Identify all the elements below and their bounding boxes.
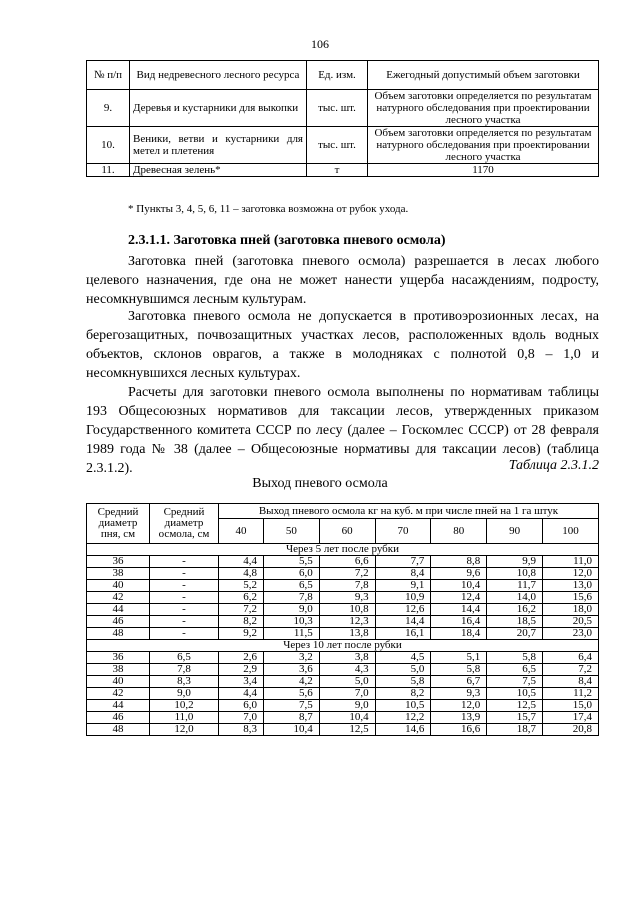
table-label: Таблица 2.3.1.2 — [508, 458, 599, 473]
cell-yield: 14,6 — [375, 724, 431, 736]
cell-yield: 3,2 — [263, 652, 319, 664]
row-resource: Веники, ветви и кустарники для метел и плетения — [130, 127, 307, 164]
table-row — [87, 664, 599, 676]
cell-yield: 11,5 — [263, 628, 319, 640]
cell-yield: 12,3 — [319, 616, 375, 628]
cell-yield: 9,0 — [263, 604, 319, 616]
cell-yield: 6,0 — [219, 700, 264, 712]
table-row — [87, 127, 599, 164]
cell-yield: 10,3 — [263, 616, 319, 628]
row-resource: Древесная зелень* — [130, 164, 307, 177]
row-volume: 1170 — [368, 164, 599, 177]
table-row — [87, 90, 599, 127]
cell-yield: 18,5 — [487, 616, 543, 628]
cell-yield: 6,7 — [431, 676, 487, 688]
cell-yield: 15,6 — [543, 592, 599, 604]
cell-stump-diameter: 46 — [87, 616, 150, 628]
cell-yield: 5,0 — [375, 664, 431, 676]
header-yield-group: Выход пневого осмола кг на куб. м при числе пней на 1 га штук — [219, 504, 599, 519]
table-row — [87, 676, 599, 688]
cell-yield: 11,7 — [487, 580, 543, 592]
cell-yield: 16,6 — [431, 724, 487, 736]
paragraph-2: Заготовка пневого осмола не допускается в противоэрозионных лесах, на берегозащитных, почвозащитных участках лесов, расположенных вдоль водных объектов, склонов оврагов, а также в молодняках с полнотой 0,8 – 1,0 и несомкнувшихся лесных культурах. — [86, 309, 599, 381]
section-row — [87, 544, 599, 556]
cell-yield: 8,2 — [219, 616, 264, 628]
cell-yield: 6,4 — [543, 652, 599, 664]
header-stump-count: 90 — [487, 519, 543, 544]
cell-yield: 4,8 — [219, 568, 264, 580]
cell-stump-diameter: 42 — [87, 592, 150, 604]
cell-yield: 4,3 — [319, 664, 375, 676]
row-unit: тыс. шт. — [307, 90, 368, 127]
header-stump-count: 50 — [263, 519, 319, 544]
cell-yield: 18,0 — [543, 604, 599, 616]
cell-yield: 5,0 — [319, 676, 375, 688]
cell-stump-diameter: 40 — [87, 676, 150, 688]
cell-yield: 15,7 — [487, 712, 543, 724]
table-row — [87, 580, 599, 592]
yield-table — [86, 503, 599, 736]
cell-resin-diameter: - — [150, 628, 219, 640]
cell-resin-diameter: 9,0 — [150, 688, 219, 700]
cell-stump-diameter: 48 — [87, 724, 150, 736]
cell-yield: 2,6 — [219, 652, 264, 664]
cell-yield: 5,8 — [375, 676, 431, 688]
section-title: Через 5 лет после рубки — [87, 544, 599, 556]
section-row — [87, 640, 599, 652]
table-row — [87, 568, 599, 580]
cell-resin-diameter: - — [150, 556, 219, 568]
header-resource: Вид недревесного лесного ресурса — [130, 61, 307, 90]
table-row — [87, 652, 599, 664]
cell-yield: 12,4 — [431, 592, 487, 604]
cell-stump-diameter: 38 — [87, 664, 150, 676]
row-number: 10. — [87, 127, 130, 164]
cell-resin-diameter: 11,0 — [150, 712, 219, 724]
table-row — [87, 604, 599, 616]
cell-yield: 5,2 — [219, 580, 264, 592]
table-header-row — [87, 61, 599, 90]
cell-resin-diameter: 6,5 — [150, 652, 219, 664]
header-stump-count: 100 — [543, 519, 599, 544]
table-row — [87, 628, 599, 640]
cell-resin-diameter: - — [150, 568, 219, 580]
cell-yield: 12,6 — [375, 604, 431, 616]
cell-yield: 5,1 — [431, 652, 487, 664]
header-stump-count: 80 — [431, 519, 487, 544]
cell-yield: 12,0 — [431, 700, 487, 712]
cell-yield: 4,4 — [219, 556, 264, 568]
cell-yield: 9,6 — [431, 568, 487, 580]
header-stump-count: 40 — [219, 519, 264, 544]
cell-yield: 11,0 — [543, 556, 599, 568]
cell-yield: 11,2 — [543, 688, 599, 700]
section-title: Через 10 лет после рубки — [87, 640, 599, 652]
cell-yield: 6,6 — [319, 556, 375, 568]
cell-yield: 20,8 — [543, 724, 599, 736]
cell-yield: 7,5 — [487, 676, 543, 688]
cell-yield: 7,8 — [263, 592, 319, 604]
cell-yield: 4,4 — [219, 688, 264, 700]
cell-yield: 3,4 — [219, 676, 264, 688]
cell-yield: 4,2 — [263, 676, 319, 688]
cell-yield: 14,0 — [487, 592, 543, 604]
cell-resin-diameter: - — [150, 580, 219, 592]
cell-yield: 7,2 — [219, 604, 264, 616]
section-heading: 2.3.1.1. Заготовка пней (заготовка пневого осмола) — [128, 233, 446, 248]
cell-yield: 17,4 — [543, 712, 599, 724]
paragraph-3: Расчеты для заготовки пневого осмола выполнены по нормативам таблицы 193 Общесоюзных нормативов для таксации лесов, утвержденных приказом Государственного комитета СССР по лесу (далее – Госкомлес СССР) от 28 февраля 1989 года № 38 (далее – Общесоюзные нормативы для таксации лесов) (таблица 2.3.1.2). — [86, 385, 599, 476]
cell-resin-diameter: 10,2 — [150, 700, 219, 712]
cell-yield: 12,0 — [543, 568, 599, 580]
yield-header-row — [87, 504, 599, 519]
cell-yield: 8,4 — [543, 676, 599, 688]
cell-yield: 7,2 — [543, 664, 599, 676]
cell-yield: 15,0 — [543, 700, 599, 712]
cell-yield: 7,7 — [375, 556, 431, 568]
cell-yield: 6,5 — [487, 664, 543, 676]
row-unit: тыс. шт. — [307, 127, 368, 164]
row-volume: Объем заготовки определяется по результатам натурного обследования при проектировании лесного участка — [368, 127, 599, 164]
header-resin-diameter: Средний диаметр осмола, см — [150, 504, 219, 544]
cell-yield: 20,5 — [543, 616, 599, 628]
cell-yield: 5,6 — [263, 688, 319, 700]
cell-yield: 9,2 — [219, 628, 264, 640]
cell-yield: 18,4 — [431, 628, 487, 640]
cell-yield: 8,2 — [375, 688, 431, 700]
cell-yield: 16,4 — [431, 616, 487, 628]
cell-yield: 7,8 — [319, 580, 375, 592]
cell-yield: 18,7 — [487, 724, 543, 736]
header-number: № п/п — [87, 61, 130, 90]
cell-yield: 13,9 — [431, 712, 487, 724]
cell-yield: 6,0 — [263, 568, 319, 580]
cell-yield: 8,4 — [375, 568, 431, 580]
table-row — [87, 700, 599, 712]
cell-stump-diameter: 48 — [87, 628, 150, 640]
cell-resin-diameter: 8,3 — [150, 676, 219, 688]
cell-yield: 13,8 — [319, 628, 375, 640]
cell-stump-diameter: 36 — [87, 556, 150, 568]
table-row — [87, 556, 599, 568]
table-row — [87, 164, 599, 177]
paragraph-1: Заготовка пней (заготовка пневого осмола) разрешается в лесах любого целевого назначения, где она не может нанести ущерба насаждениям, подросту, несомкнувшимся лесным культурам. — [86, 254, 599, 307]
cell-yield: 10,8 — [487, 568, 543, 580]
cell-yield: 10,5 — [375, 700, 431, 712]
cell-yield: 10,4 — [431, 580, 487, 592]
cell-stump-diameter: 40 — [87, 580, 150, 592]
cell-yield: 12,2 — [375, 712, 431, 724]
row-unit: т — [307, 164, 368, 177]
cell-yield: 8,7 — [263, 712, 319, 724]
header-unit: Ед. изм. — [307, 61, 368, 90]
cell-yield: 3,8 — [319, 652, 375, 664]
table-row — [87, 724, 599, 736]
cell-stump-diameter: 42 — [87, 688, 150, 700]
cell-yield: 7,5 — [263, 700, 319, 712]
row-resource: Деревья и кустарники для выкопки — [130, 90, 307, 127]
cell-yield: 5,8 — [431, 664, 487, 676]
cell-yield: 12,5 — [319, 724, 375, 736]
cell-yield: 16,2 — [487, 604, 543, 616]
cell-yield: 14,4 — [431, 604, 487, 616]
header-stump-count: 60 — [319, 519, 375, 544]
page-number: 106 — [311, 37, 329, 51]
cell-yield: 8,8 — [431, 556, 487, 568]
cell-yield: 6,2 — [219, 592, 264, 604]
cell-yield: 13,0 — [543, 580, 599, 592]
cell-yield: 5,8 — [487, 652, 543, 664]
cell-yield: 9,0 — [319, 700, 375, 712]
cell-yield: 10,9 — [375, 592, 431, 604]
cell-resin-diameter: - — [150, 592, 219, 604]
cell-yield: 9,9 — [487, 556, 543, 568]
header-stump-diameter: Средний диаметр пня, см — [87, 504, 150, 544]
table-row — [87, 592, 599, 604]
cell-stump-diameter: 44 — [87, 604, 150, 616]
row-number: 11. — [87, 164, 130, 177]
footnote: * Пункты 3, 4, 5, 6, 11 – заготовка возможна от рубок ухода. — [128, 203, 409, 215]
cell-yield: 20,7 — [487, 628, 543, 640]
cell-yield: 10,5 — [487, 688, 543, 700]
cell-stump-diameter: 44 — [87, 700, 150, 712]
cell-yield: 10,8 — [319, 604, 375, 616]
cell-yield: 14,4 — [375, 616, 431, 628]
resource-table — [86, 60, 599, 177]
cell-yield: 7,0 — [219, 712, 264, 724]
cell-yield: 9,3 — [319, 592, 375, 604]
cell-yield: 2,9 — [219, 664, 264, 676]
cell-yield: 9,1 — [375, 580, 431, 592]
cell-resin-diameter: 12,0 — [150, 724, 219, 736]
cell-resin-diameter: - — [150, 604, 219, 616]
table-row — [87, 688, 599, 700]
table-row — [87, 712, 599, 724]
row-volume: Объем заготовки определяется по результатам натурного обследования при проектировании лесного участка — [368, 90, 599, 127]
cell-stump-diameter: 38 — [87, 568, 150, 580]
cell-yield: 6,5 — [263, 580, 319, 592]
cell-yield: 4,5 — [375, 652, 431, 664]
cell-resin-diameter: 7,8 — [150, 664, 219, 676]
cell-yield: 7,0 — [319, 688, 375, 700]
cell-yield: 12,5 — [487, 700, 543, 712]
cell-yield: 9,3 — [431, 688, 487, 700]
header-stump-count: 70 — [375, 519, 431, 544]
cell-yield: 10,4 — [263, 724, 319, 736]
cell-yield: 8,3 — [219, 724, 264, 736]
table-title: Выход пневого осмола — [252, 476, 388, 491]
cell-yield: 5,5 — [263, 556, 319, 568]
header-volume: Ежегодный допустимый объем заготовки — [368, 61, 599, 90]
cell-yield: 16,1 — [375, 628, 431, 640]
cell-resin-diameter: - — [150, 616, 219, 628]
row-number: 9. — [87, 90, 130, 127]
cell-yield: 3,6 — [263, 664, 319, 676]
cell-yield: 10,4 — [319, 712, 375, 724]
cell-yield: 23,0 — [543, 628, 599, 640]
table-row — [87, 616, 599, 628]
cell-yield: 7,2 — [319, 568, 375, 580]
cell-stump-diameter: 36 — [87, 652, 150, 664]
cell-stump-diameter: 46 — [87, 712, 150, 724]
